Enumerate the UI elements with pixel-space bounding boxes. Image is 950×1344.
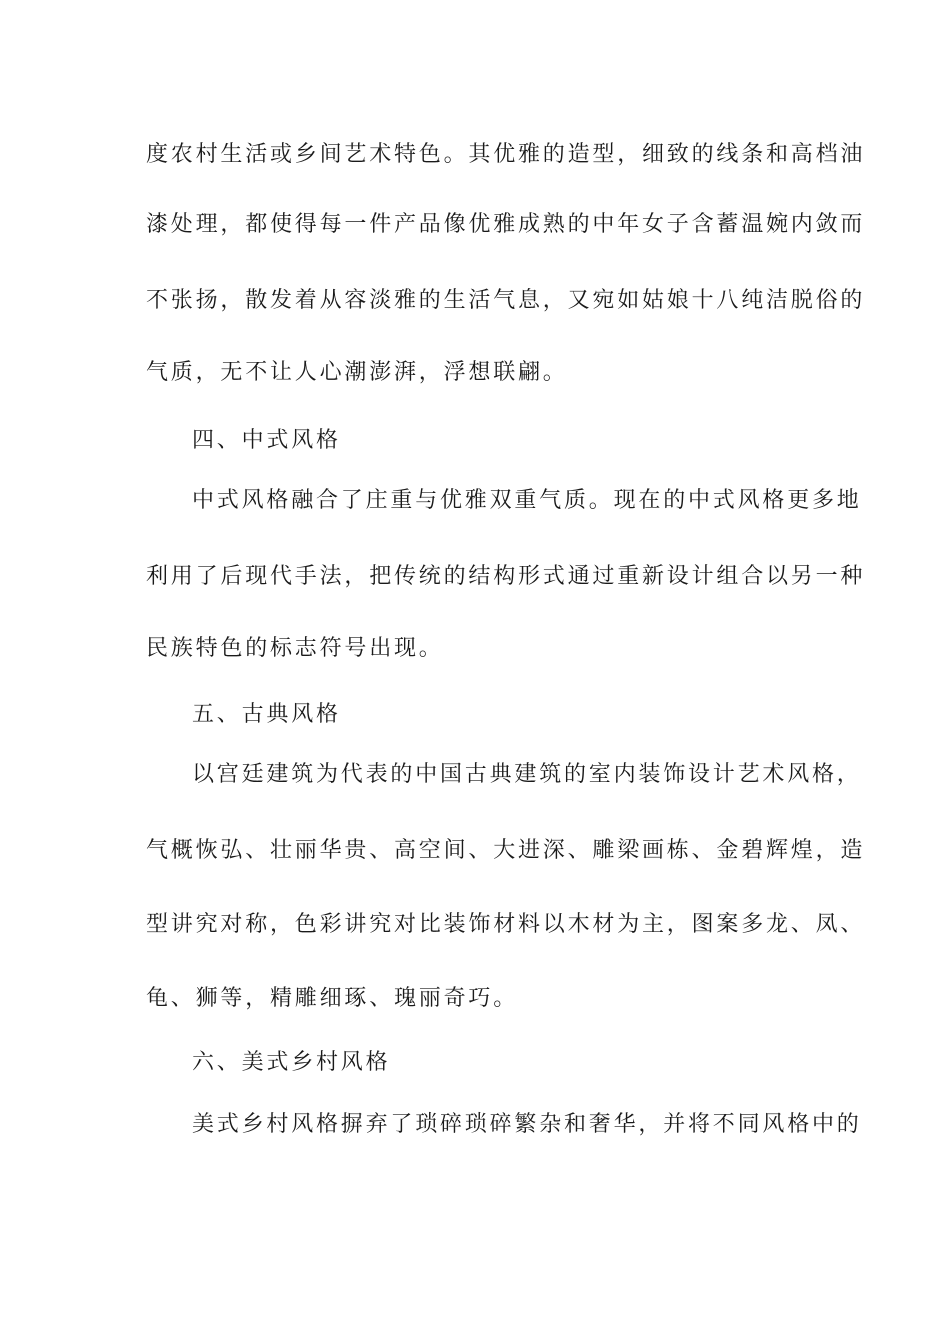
paragraph-line: 漆处理，都使得每一件产品像优雅成熟的中年女子含蓄温婉内敛而 [146, 212, 866, 237]
section-heading: 六、美式乡村风格 [192, 1050, 391, 1075]
paragraph-line: 龟、狮等，精雕细琢、瑰丽奇巧。 [146, 986, 519, 1011]
paragraph-line: 不张扬，散发着从容淡雅的生活气息，又宛如姑娘十八纯洁脱俗的 [146, 288, 866, 313]
paragraph-line: 民族特色的标志符号出现。 [146, 636, 444, 661]
paragraph-line: 气概恢弘、壮丽华贵、高空间、大进深、雕梁画栋、金碧辉煌，造 [146, 838, 866, 863]
section-heading: 五、古典风格 [192, 702, 341, 727]
paragraph-line: 中式风格融合了庄重与优雅双重气质。现在的中式风格更多地 [192, 488, 862, 513]
paragraph-line: 以宫廷建筑为代表的中国古典建筑的室内装饰设计艺术风格， [192, 762, 862, 787]
paragraph-line: 利用了后现代手法，把传统的结构形式通过重新设计组合以另一种 [146, 564, 866, 589]
paragraph-line: 美式乡村风格摒弃了琐碎琐碎繁杂和奢华，并将不同风格中的 [192, 1112, 862, 1137]
paragraph-line: 度农村生活或乡间艺术特色。其优雅的造型，细致的线条和高档油 [146, 142, 866, 167]
paragraph-line: 气质，无不让人心潮澎湃，浮想联翩。 [146, 360, 568, 385]
section-heading: 四、中式风格 [192, 428, 341, 453]
paragraph-line: 型讲究对称，色彩讲究对比装饰材料以木材为主，图案多龙、凤、 [146, 912, 866, 937]
